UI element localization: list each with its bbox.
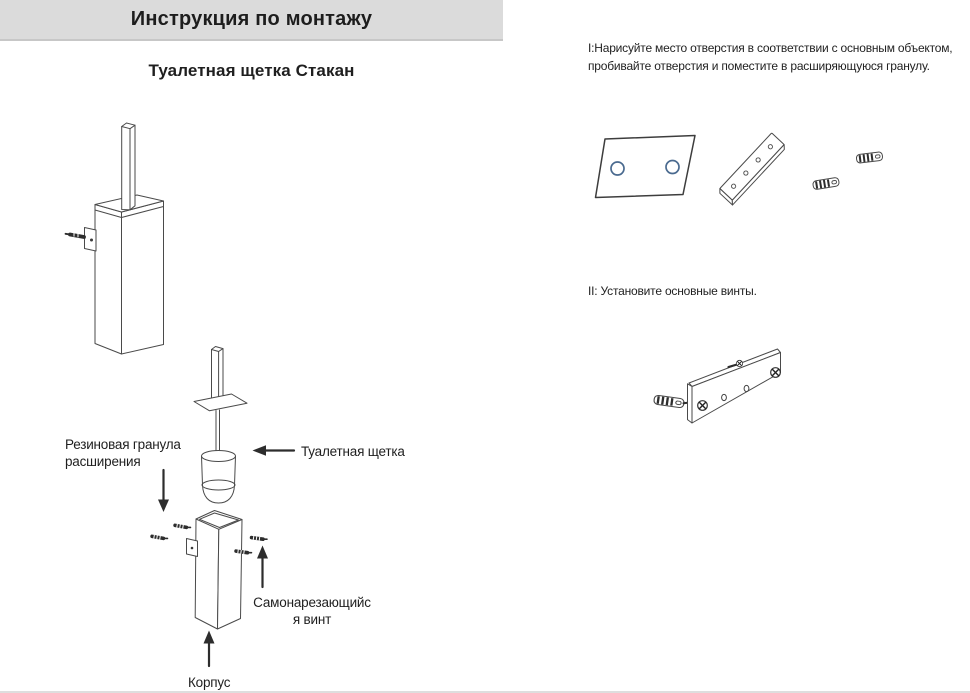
screw-icon	[152, 535, 168, 541]
step2-figure	[654, 349, 781, 423]
label-self-tapping-screw-line1: Самонарезающийс	[253, 595, 371, 610]
mounting-bracket-drawing	[717, 133, 786, 205]
arrow-up-screw-icon	[257, 546, 268, 588]
screw-head-icon	[698, 401, 708, 411]
wall-plate-drawing	[596, 136, 696, 198]
label-rubber-granule-line1: Резиновая гранула	[65, 437, 181, 452]
screw-icon	[251, 536, 267, 542]
assembled-holder-drawing	[66, 123, 164, 354]
body-bracket-drawing	[187, 539, 198, 557]
step1-figure	[596, 133, 883, 205]
screw-head-icon	[736, 360, 742, 366]
arrow-down-icon	[158, 470, 169, 512]
label-rubber-granule-line2: расширения	[65, 454, 141, 469]
exploded-view-drawing	[152, 347, 267, 630]
page-title: Инструкция по монтажу	[130, 8, 373, 30]
step1-instruction: I:Нарисуйте место отверстия в соответствии с основным объектом, пробивайте отверстия и поместите в расширяющуюся гранулу.	[588, 41, 953, 73]
label-toilet-brush: Туалетная щетка	[301, 444, 405, 459]
arrow-left-icon	[253, 445, 295, 456]
expansion-anchor-icon	[856, 152, 883, 164]
expansion-anchor-icon	[654, 395, 685, 408]
screw-icon	[175, 524, 191, 530]
label-self-tapping-screw-line2: я винт	[292, 612, 332, 627]
label-body: Корпус	[188, 675, 231, 690]
screw-head-icon	[771, 368, 781, 378]
arrow-up-body-icon	[204, 631, 215, 667]
product-subtitle: Туалетная щетка Стакан	[148, 61, 355, 80]
wall-bracket-drawing	[66, 228, 97, 252]
drill-hole-icon	[666, 161, 679, 174]
drill-hole-icon	[611, 162, 624, 175]
expansion-anchor-icon	[812, 177, 839, 190]
step2-instruction: II: Установите основные винты.	[588, 284, 757, 298]
